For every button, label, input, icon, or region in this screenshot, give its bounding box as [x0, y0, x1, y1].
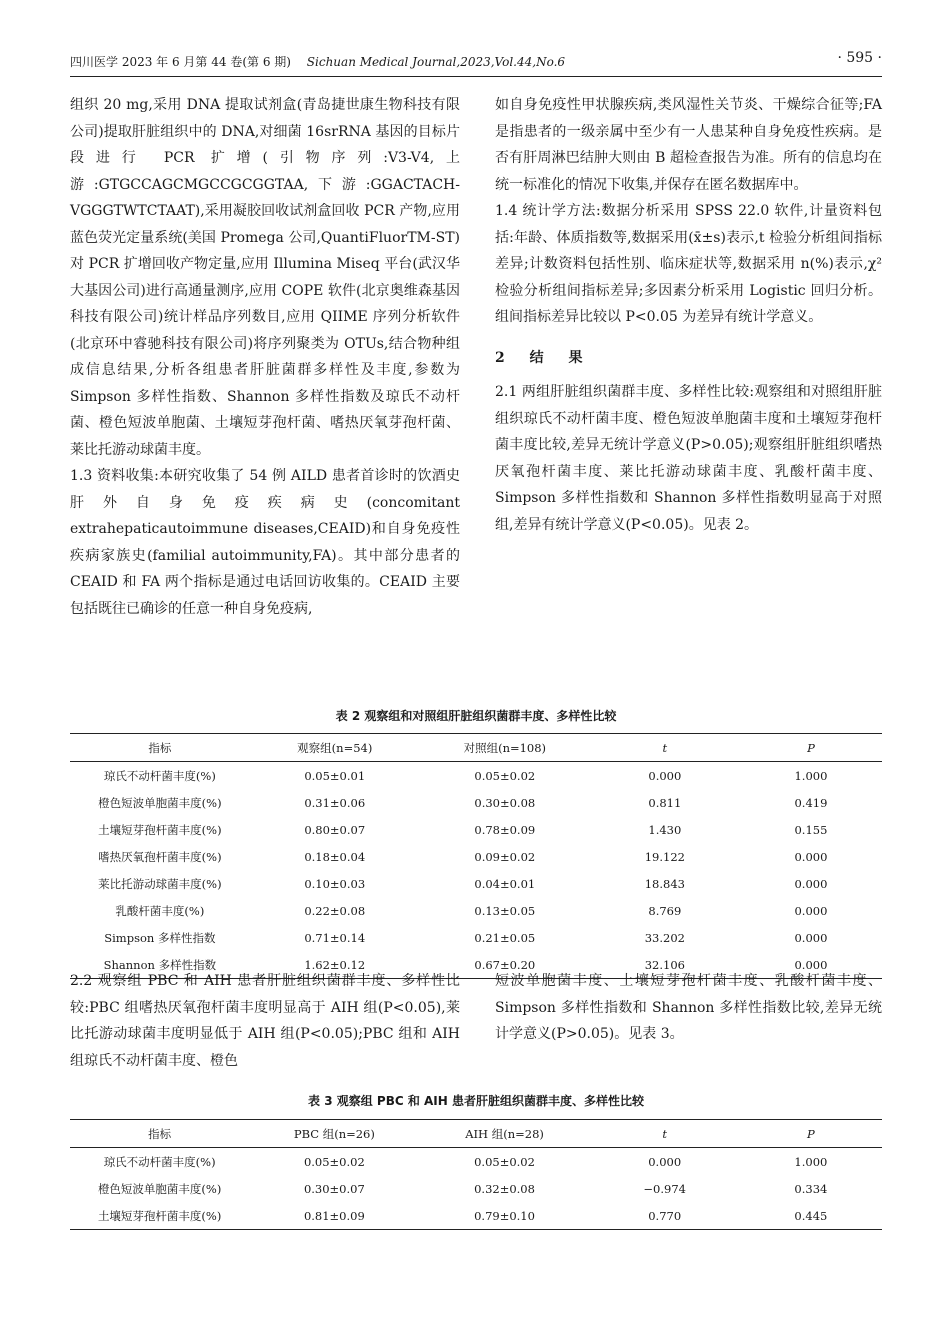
table-cell: 0.78±0.09 — [474, 822, 536, 837]
table-header-row — [70, 1120, 882, 1148]
column-header: 指标 — [70, 734, 250, 762]
table-cell: 0.13±0.05 — [474, 903, 536, 918]
table-cell: 0.000 — [648, 1154, 682, 1169]
table-cell: 0.05±0.01 — [304, 768, 366, 783]
column-header: P — [740, 734, 882, 762]
table-cell: 0.770 — [648, 1208, 682, 1223]
table-row — [70, 816, 882, 843]
table-cell: 0.419 — [794, 795, 828, 810]
column-header: t — [590, 1120, 740, 1148]
table-cell: 0.21±0.05 — [474, 930, 536, 945]
table-cell: 0.05±0.02 — [303, 1154, 365, 1169]
table-cell: −0.974 — [643, 1181, 686, 1196]
table-cell: 0.32±0.08 — [474, 1181, 535, 1196]
table-cell: 32.106 — [644, 957, 685, 972]
results-paragraph-2-2-continued: 短波单胞菌丰度、土壤短芽孢杆菌丰度、乳酸杆菌丰度、Simpson 多样性指数和 Shannon 多样性指数比较,差异无统计学意义(P>0.05)。见表 3。 — [495, 973, 882, 1042]
methods-paragraph-definitions: 如自身免疫性甲状腺疾病,类风湿性关节炎、干燥综合征等;FA 是指患者的一级亲属中至少有一人患某种自身免疫性疾病。是否有肝周淋巴结肿大则由 B 超检查报告为准。所有的信息均在统一标准化的情况下收集,并保存在匿名数据库中。 — [495, 97, 882, 193]
table-cell: 19.122 — [644, 849, 685, 864]
table-cell: 0.22±0.08 — [304, 903, 366, 918]
table-3 — [70, 1119, 882, 1230]
left-column-upper — [70, 92, 460, 622]
table-row — [70, 924, 882, 951]
table-cell: 0.000 — [794, 849, 828, 864]
table-cell: 土壤短芽孢杆菌丰度(%) — [98, 822, 222, 837]
column-header: 指标 — [70, 1120, 249, 1148]
table-2-caption: 表 2 观察组和对照组肝脏组织菌群丰度、多样性比较 — [335, 709, 617, 723]
table-cell: 8.769 — [648, 903, 682, 918]
table-row — [70, 762, 882, 790]
right-column-upper — [495, 92, 882, 538]
column-header: P — [740, 1120, 882, 1148]
table-cell: 1.62±0.12 — [304, 957, 366, 972]
table-cell: 橙色短波单胞菌丰度(%) — [98, 795, 222, 810]
table-row — [70, 870, 882, 897]
table-cell: 0.05±0.02 — [474, 768, 536, 783]
section-heading-results: 2 结 果 — [495, 349, 593, 366]
table-cell: 1.000 — [794, 1154, 828, 1169]
table-cell: 0.000 — [794, 930, 828, 945]
results-paragraph-2-1: 2.1 两组肝脏组织菌群丰度、多样性比较:观察组和对照组肝脏组织琼氏不动杆菌丰度、橙色短波单胞菌丰度和土壤短芽孢杆菌丰度比较,差异无统计学意义(P>0.05);观察组肝脏组织嗜热厌氧孢杆菌丰度、莱比托游动球菌丰度、乳酸杆菌丰度、Simpson 多样性指数和 Shannon 多样性指数明显高于对照组,差异有统计学意义(P<0.05)。见表 2。 — [495, 384, 882, 533]
results-paragraph-2-2: 2.2 观察组 PBC 和 AIH 患者肝脏组织菌群丰度、多样性比较:PBC 组嗜热厌氧孢杆菌丰度明显高于 AIH 组(P<0.05),莱比托游动球菌丰度明显低于 AIH 组(P<0.05);PBC 组和 AIH 组琼氏不动杆菌丰度、橙色 — [70, 973, 460, 1069]
table-cell: 0.334 — [794, 1181, 828, 1196]
table-3-caption: 表 3 观察组 PBC 和 AIH 患者肝脏组织菌群丰度、多样性比较 — [308, 1094, 644, 1108]
table-cell: 莱比托游动球菌丰度(%) — [98, 876, 222, 891]
table-cell: 33.202 — [644, 930, 685, 945]
table-cell: 0.09±0.02 — [474, 849, 536, 864]
journal-info — [70, 54, 565, 70]
table-row — [70, 897, 882, 924]
column-header: t — [590, 734, 740, 762]
table-cell: 乳酸杆菌丰度(%) — [115, 903, 205, 918]
table-cell: 琼氏不动杆菌丰度(%) — [103, 768, 216, 783]
table-row — [70, 1148, 882, 1176]
methods-paragraph-statistics: 1.4 统计学方法:数据分析采用 SPSS 22.0 软件,计量资料包括:年龄、体质指数等,数据采用(x̄±s)表示,t 检验分析组间指标差异;计数资料包括性别、临床症状等,数据采用 n(%)表示,χ²检验分析组间指标差异;多因素分析采用 Logistic 回归分析。组间指标差异比较以 P<0.05 为差异有统计学意义。 — [495, 203, 882, 325]
table-row — [70, 1202, 882, 1230]
header-rule — [70, 76, 882, 77]
methods-paragraph-dna: 组织 20 mg,采用 DNA 提取试剂盒(青岛捷世康生物科技有限公司)提取肝脏组织中的 DNA,对细菌 16srRNA 基因的目标片段进行 PCR 扩增(引物序列:V3-V4,上游:GTGCCAGCMGCCGCGGTAA,下游:GGACTACH-VGGGTWTCTAAT),采用凝胶回收试剂盒回收 PCR 产物,应用蓝色荧光定量系统(美国 Promega 公司,QuantiFluorTM-ST)对 PCR 扩增回收产物定量,应用 Illumina Miseq 平台(武汉华大基因公司)进行高通量测序,应用 COPE 软件(北京奥维森基因科技有限公司)统计样品序列数目,应用 QIIME 序列分析软件(北京环中睿驰科技有限公司)将序列聚类为 OTUs,结合物种组成信息结果,分析各组患者肝脏菌群多样性及丰度,参数为 Simpson 多样性指数、Shannon 多样性指数及琼氏不动杆菌、橙色短波单胞菌、土壤短芽孢杆菌、嗜热厌氧芽孢杆菌、莱比托游动球菌丰度。 — [70, 97, 460, 458]
table-cell: 0.31±0.06 — [304, 795, 366, 810]
left-column-lower — [70, 968, 460, 1074]
table-cell: 1.430 — [648, 822, 682, 837]
journal-name-cn: 四川医学 2023 年 6 月第 44 卷(第 6 期) — [70, 55, 291, 69]
table-cell: 1.000 — [794, 768, 828, 783]
table-cell: 嗜热厌氧孢杆菌丰度(%) — [98, 849, 222, 864]
table-cell: 0.000 — [794, 876, 828, 891]
table-2 — [70, 733, 882, 979]
table-cell: 0.10±0.03 — [304, 876, 366, 891]
table-cell: 0.18±0.04 — [304, 849, 366, 864]
right-column-lower — [495, 968, 882, 1048]
table-cell: Shannon 多样性指数 — [103, 957, 217, 972]
table-cell: 0.445 — [794, 1208, 828, 1223]
table-cell: 0.000 — [648, 768, 682, 783]
table-cell: 0.67±0.20 — [474, 957, 536, 972]
table-cell: 琼氏不动杆菌丰度(%) — [103, 1154, 216, 1169]
table-row — [70, 1175, 882, 1202]
column-header: AIH 组(n=28) — [419, 1120, 589, 1148]
methods-paragraph-data-collection: 1.3 资料收集:本研究收集了 54 例 AILD 患者首诊时的饮酒史肝外自身免疫疾病史(concomitant extrahepaticautoimmune diseases,CEAID)和自身免疫性疾病家族史(familial autoimmunity,FA)。其中部分患者的 CEAID 和 FA 两个指标是通过电话回访收集的。CEAID 主要包括既往已确诊的任意一种自身免疫病, — [70, 468, 460, 617]
table-cell: 0.000 — [794, 903, 828, 918]
table-cell: 0.811 — [648, 795, 682, 810]
column-header: 观察组(n=54) — [250, 734, 420, 762]
table-cell: 0.155 — [794, 822, 828, 837]
table-cell: 18.843 — [644, 876, 685, 891]
table-row — [70, 843, 882, 870]
table-header-row — [70, 734, 882, 762]
table-cell: 0.81±0.09 — [303, 1208, 365, 1223]
table-cell: Simpson 多样性指数 — [104, 930, 216, 945]
table-cell: 0.05±0.02 — [474, 1154, 535, 1169]
journal-name-en: Sichuan Medical Journal,2023,Vol.44,No.6 — [306, 55, 566, 69]
table-cell: 0.79±0.10 — [474, 1208, 535, 1223]
table-cell: 0.80±0.07 — [304, 822, 366, 837]
column-header: PBC 组(n=26) — [249, 1120, 419, 1148]
table-cell: 0.30±0.07 — [303, 1181, 365, 1196]
table-row — [70, 789, 882, 816]
table-cell: 0.30±0.08 — [474, 795, 536, 810]
table-cell: 橙色短波单胞菌丰度(%) — [97, 1181, 222, 1196]
table-cell: 0.71±0.14 — [304, 930, 366, 945]
table-cell: 土壤短芽孢杆菌丰度(%) — [97, 1208, 222, 1223]
table-cell: 0.000 — [794, 957, 828, 972]
page-number: · 595 · — [837, 50, 882, 66]
column-header: 对照组(n=108) — [420, 734, 590, 762]
table-cell: 0.04±0.01 — [474, 876, 536, 891]
